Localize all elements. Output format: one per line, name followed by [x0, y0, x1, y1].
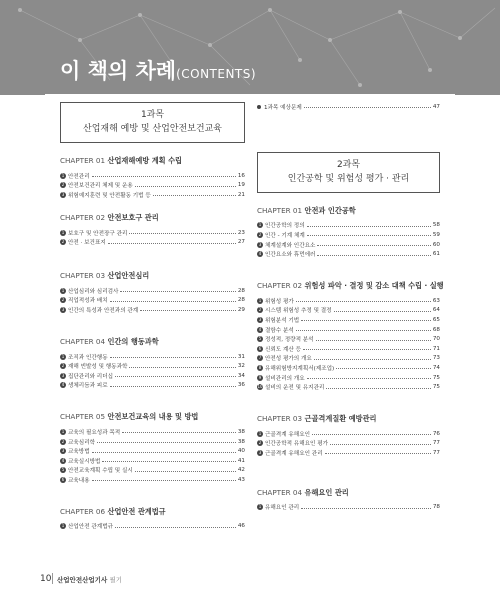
toc-item[interactable]: 4 인간요소와 휴먼에러 61 [258, 251, 440, 259]
chapter-4 [60, 337, 245, 390]
chapter-heading: CHAPTER 01 산업재해예방 계획 수립 [60, 156, 182, 165]
page-number: 10 [40, 574, 52, 584]
page-title-sub: (CONTENTS) [176, 67, 257, 81]
toc-item[interactable]: 10 설비의 운전 및 유지관리 75 [257, 384, 440, 392]
toc-item[interactable]: 2 안전보건관리 체제 및 운용 19 [61, 182, 245, 190]
number-bullet-icon: 7 [258, 355, 262, 361]
toc-item[interactable]: 3 인간의 특성과 안전과의 관계 29 [61, 306, 245, 314]
chapter-1 [60, 156, 245, 200]
toc-item[interactable]: 5 정성적, 정량적 분석 70 [258, 336, 440, 344]
chapter-heading: CHAPTER 05 안전보건교육의 내용 및 방법 [60, 412, 199, 422]
contents-banner [0, 0, 500, 95]
toc-item[interactable]: 4 결함수 분석 68 [258, 326, 440, 334]
left-column [60, 102, 245, 531]
toc-item[interactable]: 1 인간공학의 정의 58 [258, 222, 440, 230]
toc-item[interactable]: 4 교육실시방법 41 [61, 457, 245, 465]
chapter-2-2 [257, 280, 444, 392]
number-bullet-icon: 1 [61, 229, 65, 235]
chapter-2-1 [257, 206, 440, 259]
number-bullet-icon: 1 [61, 523, 65, 529]
right-column [257, 102, 444, 512]
chapter-2-3 [257, 414, 440, 458]
number-bullet-icon: 2 [61, 363, 65, 369]
number-bullet-icon: 2 [258, 440, 262, 446]
toc-item[interactable]: 7 안전성 평가의 개요 73 [258, 355, 440, 363]
number-bullet-icon: 1 [61, 287, 65, 293]
toc-item[interactable]: 3 체계설계와 인간요소 60 [258, 241, 440, 249]
number-bullet-icon: 3 [258, 449, 262, 455]
chapter-heading: CHAPTER 01 안전과 인간공학 [257, 205, 356, 215]
subject-number: 1과목 [140, 110, 165, 120]
subject-name: 산업재해 예방 및 산업안전보건교육 [83, 124, 222, 134]
number-bullet-icon: 2 [258, 307, 262, 313]
footer-book-title: 산업안전산업기사 필기 [57, 576, 123, 584]
subject-name: 인간공학 및 위험성 평가 · 관리 [287, 173, 410, 184]
number-bullet-icon: 1 [258, 430, 262, 436]
page-title [60, 55, 256, 85]
chapter-5 [60, 412, 245, 485]
toc-item[interactable]: 9 설비관리의 개요 75 [258, 374, 440, 382]
toc-item[interactable]: 3 위험예지훈련 및 안전활동 기법 등 21 [61, 191, 245, 199]
toc-item[interactable]: 1 조직과 인간행동 31 [61, 353, 245, 361]
footer-divider [52, 573, 53, 584]
number-bullet-icon: 1 [61, 428, 65, 434]
toc-item[interactable]: 1 보호구 및 안전장구 관리 23 [61, 229, 245, 237]
number-bullet-icon: 2 [61, 182, 65, 188]
number-bullet-icon: 3 [258, 241, 262, 247]
number-bullet-icon: 1 [61, 353, 65, 359]
chapter-heading: CHAPTER 04 인간의 행동과학 [60, 336, 159, 346]
number-bullet-icon: 1 [258, 297, 262, 303]
chapter-heading: CHAPTER 02 안전보호구 관리 [60, 212, 159, 222]
number-bullet-icon: 8 [258, 364, 262, 370]
toc-item[interactable]: 2 교육심리학 38 [61, 438, 245, 446]
chapter-6 [60, 507, 245, 532]
toc-item[interactable]: 1 근골격계 유해요인 76 [258, 430, 440, 438]
toc-item[interactable]: 4 생체리듬과 피로 36 [61, 382, 245, 390]
chapter-3 [60, 271, 245, 315]
chapter-heading: CHAPTER 03 산업안전심리 [60, 270, 150, 280]
chapter-heading: CHAPTER 03 근골격계질환 예방관리 [257, 413, 377, 423]
toc-item[interactable]: 3 위험분석 기법 65 [258, 316, 440, 324]
toc-item[interactable]: 1 산업안전 관계법규 46 [61, 523, 245, 531]
toc-item[interactable]: 1 유해요인 관리 78 [258, 504, 440, 512]
chapter-heading: CHAPTER 02 위험성 파악 · 결정 및 감소 대책 수립 · 실행 [257, 280, 444, 290]
toc-item[interactable]: 2 인간 - 기계 체계 59 [258, 231, 440, 239]
number-bullet-icon: 3 [258, 316, 262, 322]
number-bullet-icon: 2 [61, 438, 65, 444]
toc-item-practice[interactable]: 1과목 예상문제 47 [257, 102, 440, 112]
toc-item[interactable]: 6 신뢰도 계산 등 71 [258, 345, 440, 353]
dot-bullet-icon [257, 105, 261, 109]
number-bullet-icon: 4 [258, 326, 262, 332]
toc-item[interactable]: 1 위험성 평가 63 [258, 297, 440, 305]
toc-item[interactable]: 1 안전관리 16 [61, 172, 245, 180]
toc-item[interactable]: 1 교육의 필요성과 목적 38 [61, 428, 245, 436]
number-bullet-icon: 1 [258, 504, 262, 510]
toc-item[interactable]: 2 인간공학적 유해요인 평가 77 [258, 440, 440, 448]
chapter-heading: CHAPTER 04 유해요인 관리 [257, 487, 349, 497]
number-bullet-icon: 4 [61, 457, 65, 463]
toc-item[interactable]: 3 집단관리와 리더십 34 [61, 372, 245, 380]
chapter-2 [60, 213, 245, 247]
toc-item[interactable]: 3 근골격계 유해요인 관리 77 [258, 449, 440, 457]
page-title-main: 이 책의 차례 [60, 59, 177, 83]
number-bullet-icon: 6 [61, 476, 65, 482]
number-bullet-icon: 10 [257, 384, 263, 390]
number-bullet-icon: 2 [61, 239, 65, 245]
contents-page [45, 94, 455, 560]
number-bullet-icon: 1 [258, 222, 262, 228]
number-bullet-icon: 2 [258, 231, 262, 237]
toc-item[interactable]: 2 재해 빈발성 및 행동과학 32 [61, 363, 245, 371]
toc-item[interactable]: 6 교육내용 43 [61, 476, 245, 484]
toc-item[interactable]: 1 산업심리와 심리검사 28 [61, 287, 245, 295]
subject-box-2 [257, 152, 440, 193]
number-bullet-icon: 3 [61, 191, 65, 197]
number-bullet-icon: 4 [258, 251, 262, 257]
number-bullet-icon: 9 [258, 374, 262, 380]
chapter-heading: CHAPTER 06 산업안전 관계법규 [60, 506, 166, 516]
toc-item[interactable]: 8 유해위험방지계획서(제조업) 74 [258, 364, 440, 372]
number-bullet-icon: 3 [61, 306, 65, 312]
number-bullet-icon: 5 [258, 336, 262, 342]
number-bullet-icon: 3 [61, 448, 65, 454]
subject-box-1 [60, 102, 245, 143]
number-bullet-icon: 2 [61, 297, 65, 303]
toc-item[interactable]: 2 시스템 위험성 추정 및 결정 64 [258, 307, 440, 315]
number-bullet-icon: 6 [258, 345, 262, 351]
chapter-2-4 [257, 488, 440, 513]
toc-item[interactable]: 3 교육방법 40 [61, 448, 245, 456]
toc-item[interactable]: 5 안전교육계획 수립 및 실시 42 [61, 467, 245, 475]
number-bullet-icon: 1 [61, 172, 65, 178]
subject-number: 2과목 [336, 159, 361, 170]
number-bullet-icon: 3 [61, 372, 65, 378]
page-footer [0, 568, 500, 590]
toc-item[interactable]: 2 직업적성과 배치 28 [61, 297, 245, 305]
number-bullet-icon: 4 [61, 382, 65, 388]
number-bullet-icon: 5 [61, 467, 65, 473]
toc-item[interactable]: 2 안전 · 보건표지 27 [61, 239, 245, 247]
